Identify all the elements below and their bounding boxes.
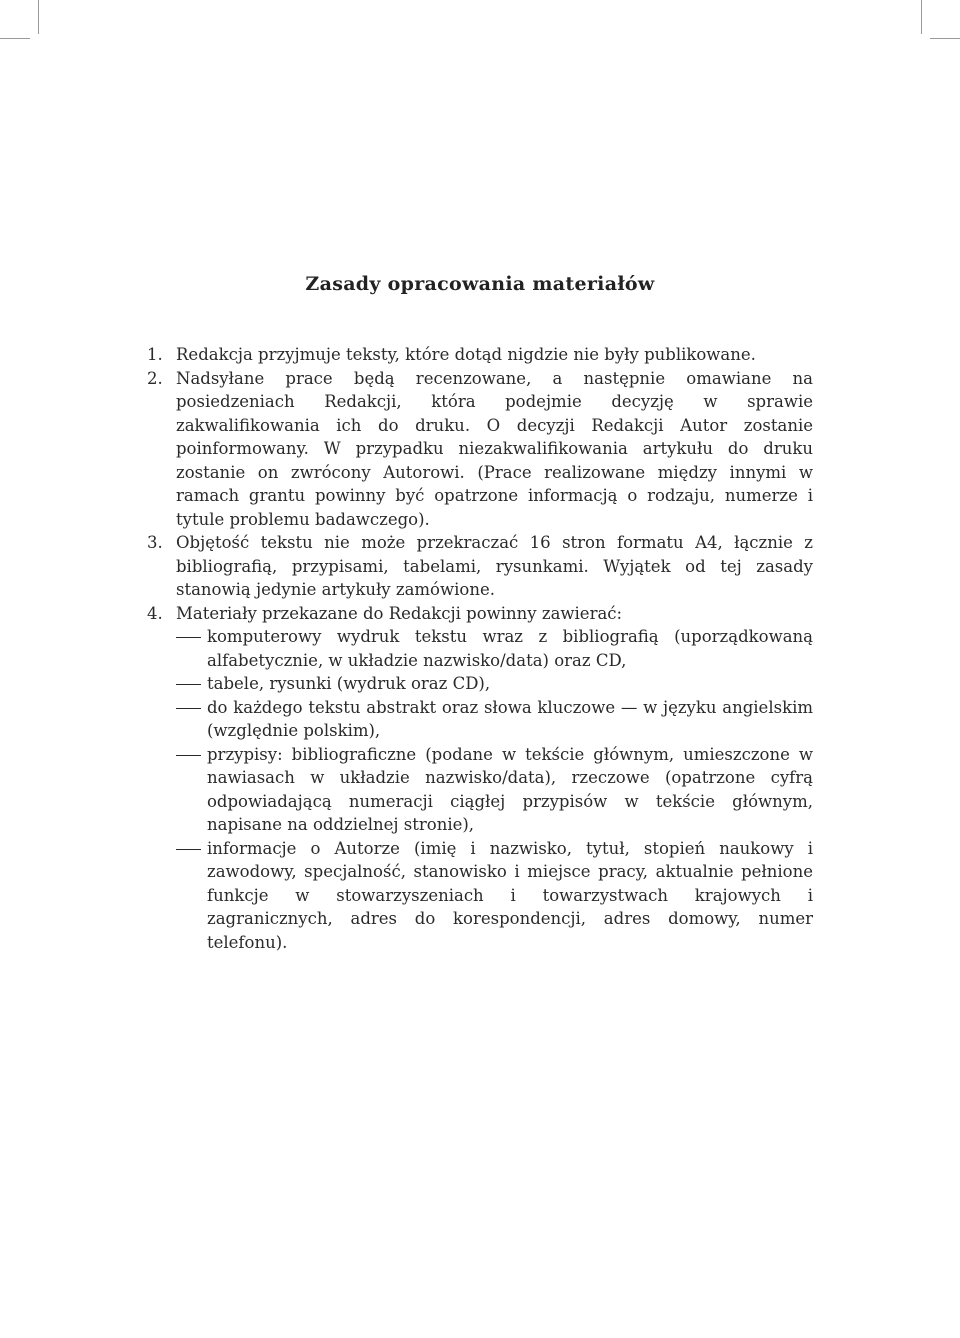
item-number: 3. <box>147 533 163 552</box>
item-number: 1. <box>147 345 163 364</box>
dash-bullet <box>176 672 207 696</box>
sub-list <box>176 625 813 954</box>
dash-bullet <box>176 625 207 649</box>
list-item-1 <box>147 343 813 367</box>
crop-mark-right-top <box>930 38 960 39</box>
sub-item-text: do każdego tekstu abstrakt oraz słowa kluczowe — w języku angielskim (względnie polskim), <box>207 697 813 740</box>
sub-list-item <box>176 837 813 955</box>
sub-item-text: komputerowy wydruk tekstu wraz z bibliografią (uporządkowaną alfabetycznie, w układzie nazwisko/data) oraz CD, <box>207 627 813 670</box>
dash-bullet <box>176 743 207 767</box>
sub-list-item <box>176 696 813 743</box>
item-text: Nadsyłane prace będą recenzowane, a następnie omawiane na posiedzeniach Redakcji, która podejmie decyzję w sprawie zakwalifikowania ich do druku. O decyzji Redakcji Autor zostanie poinformowany. W przypadku niezakwalifikowania artykułu do druku zostanie on zwrócony Autorowi. (Prace realizowane między innymi w ramach grantu powinny być opatrzone informacją o rodzaju, numerze i tytule problemu badawczego). <box>176 368 813 529</box>
crop-mark-top-right <box>921 0 922 34</box>
item-intro: Materiały przekazane do Redakcji powinny zawierać: <box>176 603 623 623</box>
sub-item-text: informacje o Autorze (imię i nazwisko, tytuł, stopień naukowy i zawodowy, specjalność, stanowisko i miejsce pracy, aktualnie pełnione funkcje w stowarzyszeniach i towarzystwach krajowych i zagranicznych, adres do korespondencji, adres domowy, numer telefonu). <box>207 838 813 952</box>
list-item-4 <box>147 602 813 955</box>
page-title: Zasady opracowania materiałów <box>305 273 655 295</box>
sub-list-item <box>176 625 813 672</box>
item-number: 4. <box>147 603 163 623</box>
rules-list <box>147 343 813 954</box>
sub-list-item <box>176 672 813 696</box>
sub-list-item <box>176 743 813 837</box>
sub-item-text: przypisy: bibliograficzne (podane w tekście głównym, umieszczone w nawiasach w układzie nazwisko/data), rzeczowe (opatrzone cyfrą odpowiadającą numeracji ciągłej przypisów w tekście głównym, napisane na oddzielnej stronie), <box>207 744 813 834</box>
item-content <box>176 602 813 955</box>
item-number: 2. <box>147 368 163 388</box>
crop-mark-top-left <box>38 0 39 34</box>
item-text: Objętość tekstu nie może przekraczać 16 stron formatu A4, łącznie z bibliografią, przypisami, tabelami, rysunkami. Wyjątek od tej zasady stanowią jedynie artykuły zamówione. <box>176 533 813 599</box>
list-item-2 <box>147 367 813 532</box>
dash-bullet <box>176 696 207 720</box>
item-text: Redakcja przyjmuje teksty, które dotąd nigdzie nie były publikowane. <box>176 345 756 364</box>
sub-item-text: tabele, rysunki (wydruk oraz CD), <box>207 674 491 693</box>
list-item-3 <box>147 531 813 602</box>
crop-mark-left-top <box>0 38 30 39</box>
dash-bullet <box>176 837 207 861</box>
